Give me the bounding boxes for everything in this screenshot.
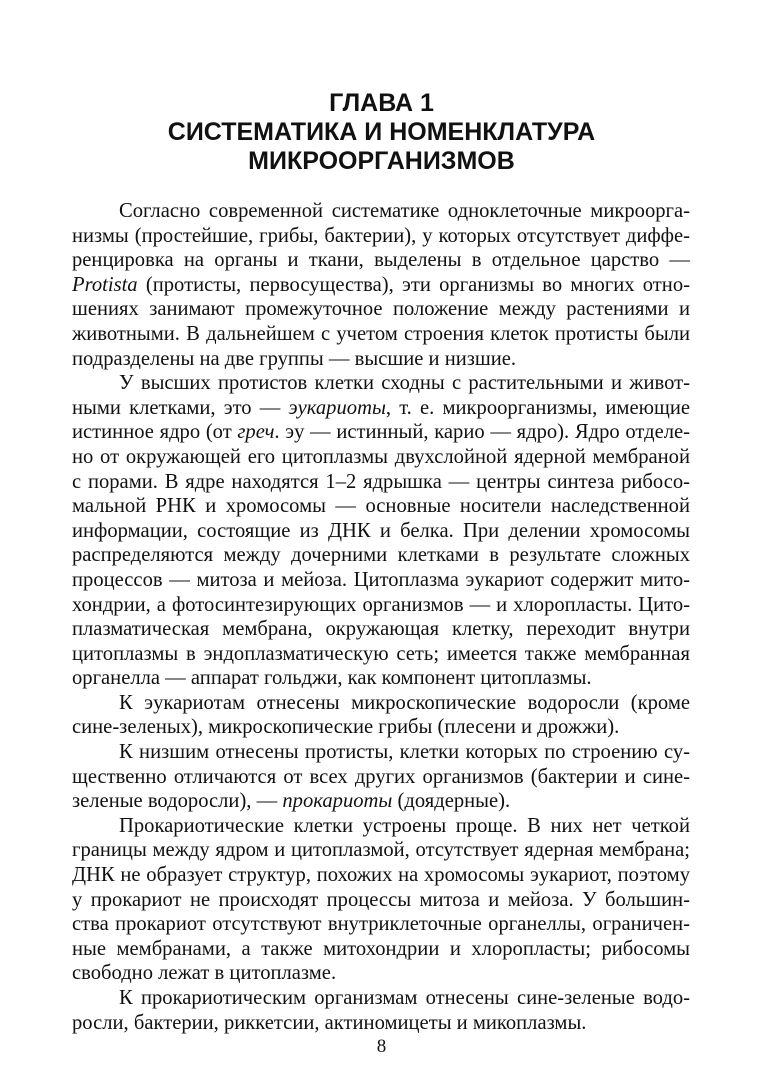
text-segment: низмы (простейшие, грибы, бактерии), у которых отсутствует диффе- [72, 224, 690, 247]
text-line [72, 666, 690, 691]
text-line [72, 617, 690, 642]
italic-term: эукариоты [288, 396, 386, 419]
text-line [72, 199, 690, 224]
text-line [72, 519, 690, 544]
text-line [72, 715, 690, 740]
text-segment: подразделены на две группы — высшие и низшие. [72, 347, 517, 370]
text-segment: границы между ядром и цитоплазмой, отсутствует ядерная мембрана; [72, 839, 690, 862]
text-line [72, 814, 690, 839]
text-line [72, 224, 690, 249]
chapter-title-line-1: СИСТЕМАТИКА И НОМЕНКЛАТУРА [167, 118, 596, 146]
text-segment: хондрии, а фотосинтезирующих организмов — и хлоропласты. Цито- [72, 593, 690, 616]
text-segment: ные мембранами, а также митохондрии и хлоропласты; рибосомы [72, 937, 690, 960]
page-number: 8 [376, 1036, 387, 1057]
text-segment: зеленые водоросли), — [72, 790, 283, 813]
text-line [72, 420, 690, 445]
text-segment: животными. В дальнейшем с учетом строения клеток протисты были [72, 322, 690, 345]
text-segment: распределяются между дочерними клетками в результате сложных [72, 544, 690, 567]
text-segment: (протисты, первосущества), эти организмы во многих отно- [137, 273, 690, 296]
text-segment: у прокариот не происходят процессы митоза и мейоза. У большин- [72, 888, 690, 911]
text-line [72, 937, 690, 962]
text-line [72, 543, 690, 568]
text-segment: шениях занимают промежуточное положение между растениями и [72, 298, 690, 321]
text-segment: росли, бактерии, риккетсии, актиномицеты и микоплазмы. [72, 1011, 587, 1034]
text-line [72, 568, 690, 593]
text-line [72, 912, 690, 937]
text-line [72, 396, 690, 421]
text-segment: органелла — аппарат гольджи, как компонент цитоплазмы. [72, 667, 592, 690]
body-text [72, 199, 690, 1035]
text-segment: К эукариотам отнесены микроскопические водоросли (кроме [119, 691, 690, 714]
text-line [72, 642, 690, 667]
text-segment: Прокариотические клетки устроены проще. В них нет четкой [119, 814, 690, 837]
text-segment: свободно лежат в цитоплазме. [72, 962, 337, 985]
chapter-title-line-2: МИКРООРГАНИЗМОВ [248, 147, 515, 175]
text-line [72, 765, 690, 790]
text-segment: (доядерные). [392, 790, 511, 813]
text-segment: ренцировка на органы и ткани, выделены в отдельное царство — [72, 249, 690, 272]
text-line [72, 371, 690, 396]
text-line [72, 248, 690, 273]
text-segment: ства прокариот отсутствуют внутриклеточные органеллы, ограничен- [72, 913, 690, 936]
text-line [72, 888, 690, 913]
chapter-number: ГЛАВА 1 [329, 89, 434, 117]
text-segment: информации, состоящие из ДНК и белка. При делении хромосомы [72, 519, 690, 542]
text-line [72, 838, 690, 863]
text-segment: ДНК не образует структур, похожих на хромосомы эукариот, поэтому [72, 864, 690, 887]
italic-term: прокариоты [282, 790, 393, 813]
text-line [72, 445, 690, 470]
chapter-heading [0, 89, 763, 176]
text-line [72, 494, 690, 519]
text-segment: но от окружающей его цитоплазмы двухслойной ядерной мембраной [72, 445, 690, 468]
text-segment: плазматическая мембрана, окружающая клетку, переходит внутри [72, 618, 690, 641]
text-segment: . эу — истинный, карио — ядро). Ядро отделе- [274, 421, 690, 444]
text-segment: Согласно современной систематике одноклеточные микроорга- [119, 200, 690, 222]
text-segment: К прокариотическим организмам отнесены сине-зеленые водо- [119, 987, 690, 1009]
text-segment: процессов — митоза и мейоза. Цитоплазма эукариот содержит мито- [72, 568, 690, 591]
text-line [72, 691, 690, 716]
text-line [72, 986, 690, 1011]
text-line [72, 273, 690, 298]
text-line [72, 789, 690, 814]
text-line [72, 297, 690, 322]
text-segment: истинное ядро (от [72, 421, 238, 444]
text-segment: щественно отличаются от всех других организмов (бактерии и сине- [72, 765, 690, 788]
text-line [72, 961, 690, 986]
text-line [72, 347, 690, 372]
text-segment: с порами. В ядре находятся 1–2 ядрышка — центры синтеза рибосо- [72, 470, 690, 493]
italic-term: греч [237, 421, 275, 444]
text-line [72, 470, 690, 495]
text-line [72, 1011, 690, 1036]
text-segment: У высших протистов клетки сходны с растительными и живот- [119, 372, 690, 395]
text-line [72, 863, 690, 888]
text-segment: К низшим отнесены протисты, клетки которых по строению су- [119, 741, 690, 764]
text-line [72, 593, 690, 618]
italic-term: Protista [72, 273, 138, 296]
text-segment: , т. е. микроорганизмы, имеющие [385, 396, 690, 419]
text-line [72, 322, 690, 347]
text-line [72, 740, 690, 765]
text-segment: цитоплазмы в эндоплазматическую сеть; имеется также мембранная [72, 642, 690, 665]
text-segment: ными клетками, это — [72, 396, 289, 419]
text-segment: мальной РНК и хромосомы — основные носители наследственной [72, 495, 690, 518]
text-segment: сине-зеленых), микроскопические грибы (плесени и дрожжи). [72, 716, 620, 739]
